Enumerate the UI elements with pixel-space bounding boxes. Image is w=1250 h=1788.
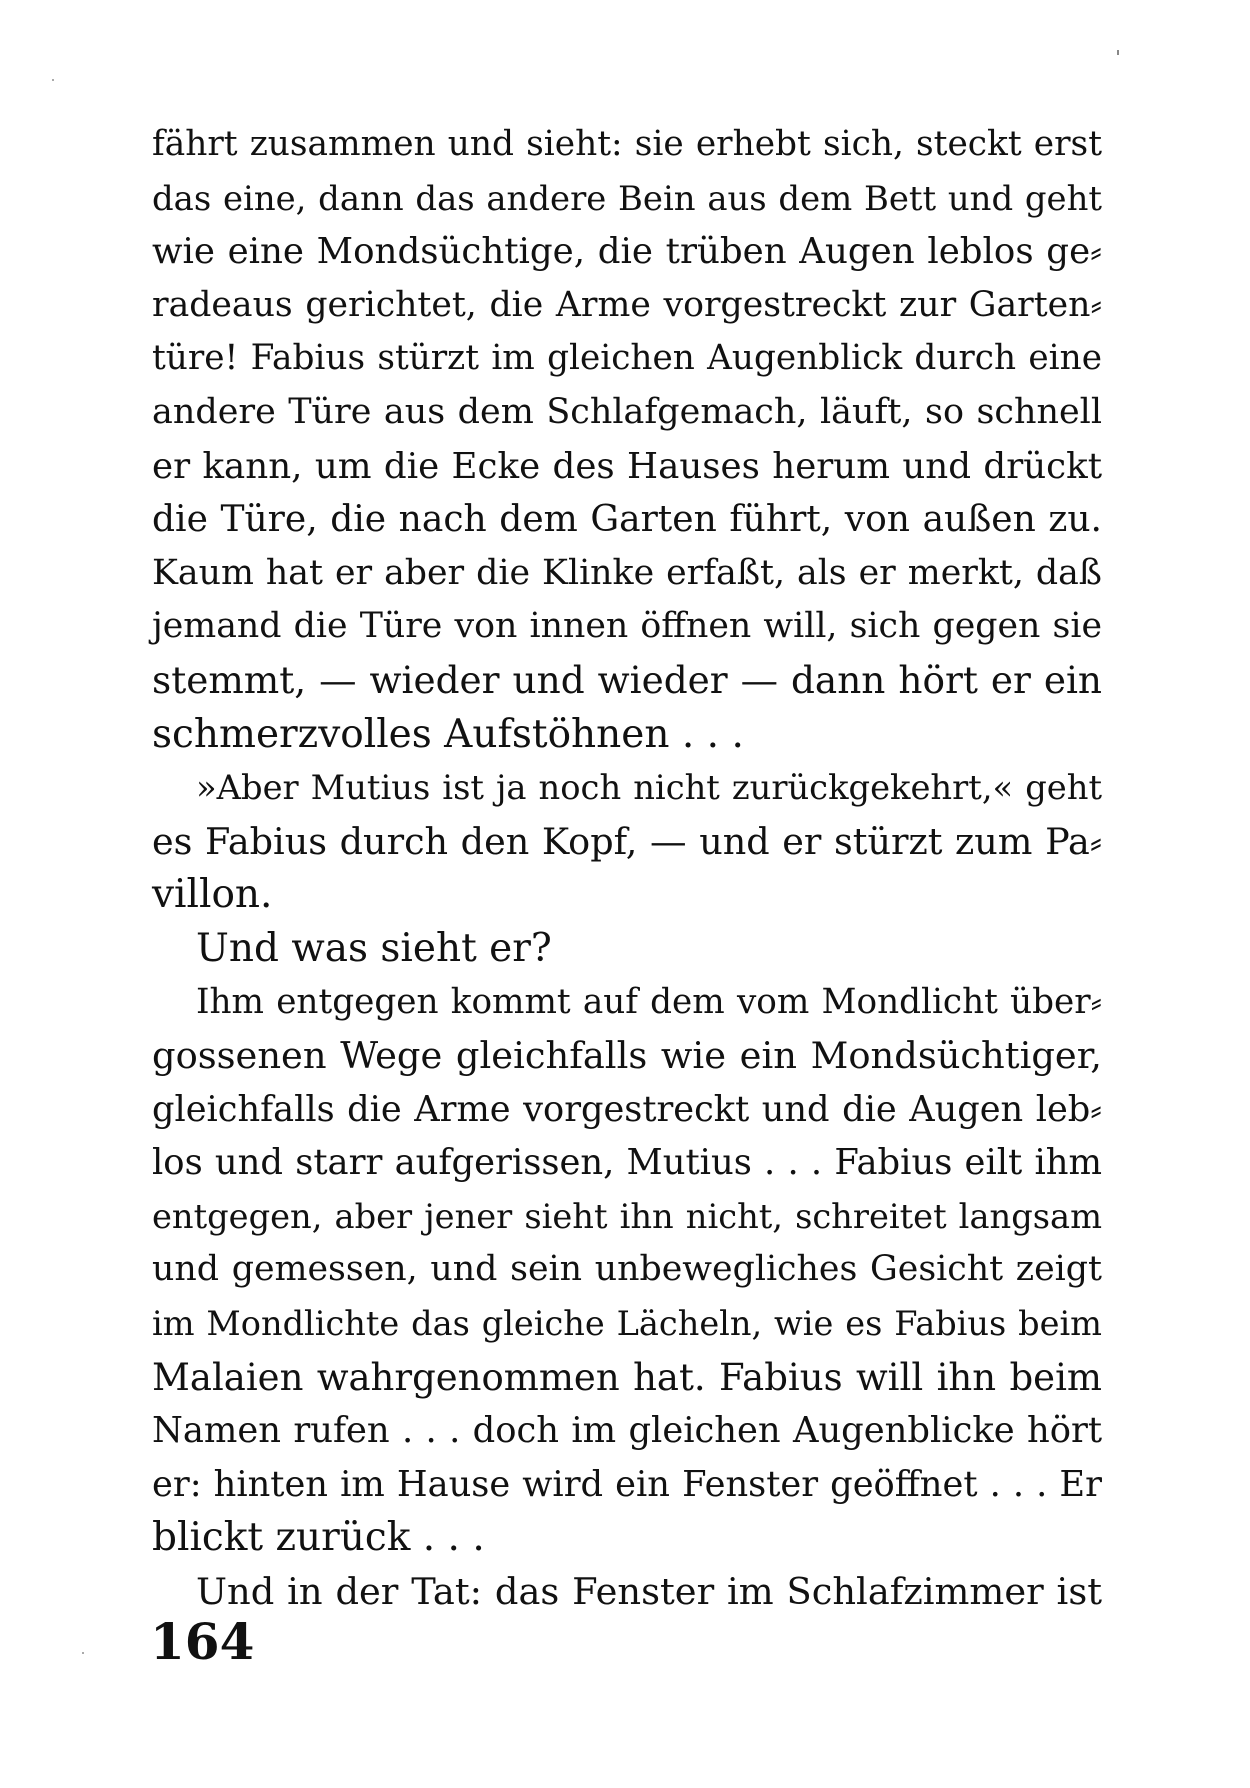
text-line: Und was sieht er? [196, 925, 552, 971]
text-line: wie eine Mondsüchtige, die trüben Augen leblos ge⸗ [152, 231, 1102, 273]
text-line: Ihm entgegen kommt auf dem vom Mondlicht über⸗ [196, 981, 1102, 1022]
text-line: gleichfalls die Arme vorgestreckt und die Augen leb⸗ [152, 1088, 1102, 1130]
text-line: er kann, um die Ecke des Hauses herum und drückt [152, 445, 1102, 487]
text-line: gossenen Wege gleichfalls wie ein Mondsüchtiger, [152, 1034, 1102, 1078]
text-line: andere Türe aus dem Schlafgemach, läuft, so schnell [152, 391, 1102, 432]
text-line: das eine, dann das andere Bein aus dem Bett und geht [152, 178, 1102, 218]
body-text [152, 118, 1102, 1619]
text-line: er: hinten im Hause wird ein Fenster geöffnet . . . Er [152, 1463, 1102, 1505]
scan-speck [82, 1652, 84, 1654]
text-line: türe! Fabius stürzt im gleichen Augenblick durch eine [152, 338, 1102, 379]
text-line: fährt zusammen und sieht: sie erhebt sich, steckt erst [152, 124, 1102, 164]
text-line: radeaus gerichtet, die Arme vorgestreckt zur Garten⸗ [152, 284, 1102, 325]
scan-speck [52, 79, 54, 81]
page-number: 164 [150, 1612, 255, 1671]
text-line: villon. [152, 872, 273, 918]
text-line: schmerzvolles Aufstöhnen . . . [152, 711, 744, 757]
text-line: Malaien wahrgenommen hat. Fabius will ihn beim [152, 1355, 1102, 1399]
text-line: im Mondlichte das gleiche Lächeln, wie es Fabius beim [152, 1304, 1102, 1344]
text-line: blickt zurück . . . [152, 1515, 485, 1561]
text-line: Namen rufen . . . doch im gleichen Augenblicke hört [152, 1410, 1102, 1452]
text-line: die Türe, die nach dem Garten führt, von außen zu. [152, 499, 1102, 541]
text-line: stemmt, — wieder und wieder — dann hört er ein [152, 657, 1102, 702]
scan-speck [1117, 50, 1119, 55]
text-line: jemand die Türe von innen öffnen will, sich gegen sie [152, 606, 1102, 647]
text-line: entgegen, aber jener sieht ihn nicht, schreitet langsam [152, 1196, 1102, 1236]
text-line: Kaum hat er aber die Klinke erfaßt, als er merkt, daß [152, 552, 1102, 593]
text-line: »Aber Mutius ist ja noch nicht zurückgekehrt,« geht [196, 768, 1102, 808]
text-line: es Fabius durch den Kopf, — und er stürzt zum Pa⸗ [152, 819, 1102, 863]
text-line: Und in der Tat: das Fenster im Schlafzimmer ist [196, 1570, 1102, 1614]
text-line: und gemessen, und sein unbewegliches Gesicht zeigt [152, 1249, 1102, 1290]
text-line: los und starr aufgerissen, Mutius . . . Fabius eilt ihm [152, 1142, 1102, 1184]
